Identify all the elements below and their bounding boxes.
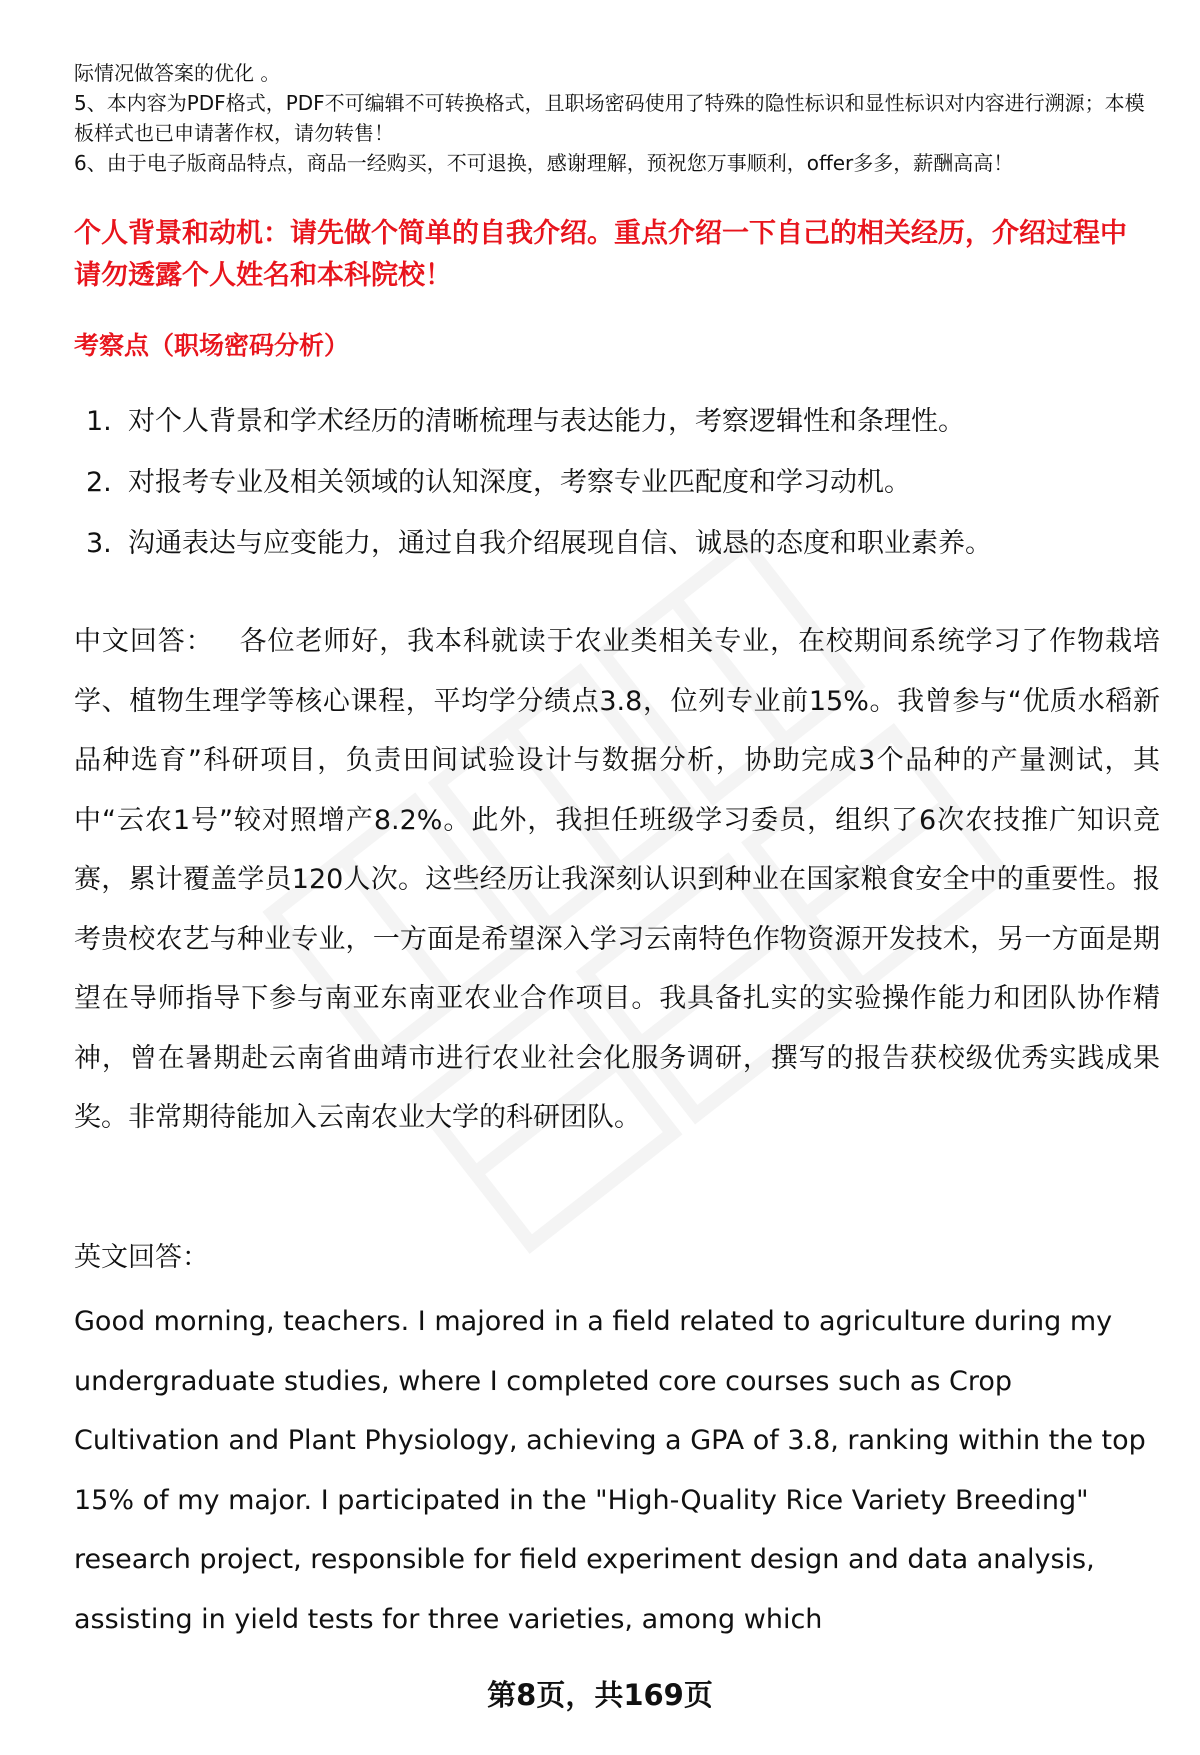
assessment-points-list bbox=[86, 404, 1146, 587]
list-item-text: 沟通表达与应变能力，通过自我介绍展现自信、诚恳的态度和职业素养。 bbox=[128, 528, 992, 559]
english-answer-label: 英文回答： bbox=[74, 1242, 209, 1273]
english-answer-text: Good morning, teachers. I majored in a field related to agriculture during my undergraduate studies, where I completed core courses such as Crop Cultivation and Plant Physiology, achieving a GPA of 3.8, ranking within the top 15% of my major. I participated in the "High-Quality Rice Variety Breeding" research project, responsible for field experiment design and data analysis, assisting in yield tests for three varieties, among which bbox=[74, 1306, 1146, 1635]
chinese-answer-label: 中文回答： bbox=[74, 626, 214, 657]
note-line: 6、由于电子版商品特点，商品一经购买，不可退换，感谢理解，预祝您万事顺利，offer多多，薪酬高高！ bbox=[74, 151, 1014, 175]
page-number-footer: 第8页，共169页 bbox=[487, 1678, 713, 1712]
list-item-number: 2. bbox=[86, 467, 112, 498]
list-item bbox=[86, 465, 1146, 526]
question-heading: 个人背景和动机：请先做个简单的自我介绍。重点介绍一下自己的相关经历，介绍过程中请勿透露个人姓名和本科院校！ bbox=[74, 218, 1127, 291]
chinese-answer bbox=[74, 612, 1160, 1148]
list-item-text: 对报考专业及相关领域的认知深度，考察专业匹配度和学习动机。 bbox=[128, 467, 911, 498]
list-item-number: 1. bbox=[86, 406, 112, 437]
list-item-number: 3. bbox=[86, 528, 112, 559]
note-line: 5、本内容为PDF格式，PDF不可编辑不可转换格式，且职场密码使用了特殊的隐性标识和显性标识对内容进行溯源；本模板样式也已申请著作权，请勿转售！ bbox=[74, 91, 1145, 145]
note-line: 际情况做答案的优化 。 bbox=[74, 61, 281, 85]
chinese-answer-text: 各位老师好，我本科就读于农业类相关专业，在校期间系统学习了作物栽培学、植物生理学等核心课程，平均学分绩点3.8，位列专业前15%。我曾参与“优质水稻新品种选育”科研项目，负责田间试验设计与数据分析，协助完成3个品种的产量测试，其中“云农1号”较对照增产8.2%。此外，我担任班级学习委员，组织了6次农技推广知识竞赛，累计覆盖学员120人次。这些经历让我深刻认识到种业在国家粮食安全中的重要性。报考贵校农艺与种业专业，一方面是希望深入学习云南特色作物资源开发技术，另一方面是期望在导师指导下参与南亚东南亚农业合作项目。我具备扎实的实验操作能力和团队协作精神，曾在暑期赴云南省曲靖市进行农业社会化服务调研，撰写的报告获校级优秀实践成果奖。非常期待能加入云南农业大学的科研团队。 bbox=[74, 626, 1161, 1133]
list-item bbox=[86, 404, 1146, 465]
assessment-title: 考察点（职场密码分析） bbox=[74, 331, 350, 360]
list-item-text: 对个人背景和学术经历的清晰梳理与表达能力，考察逻辑性和条理性。 bbox=[128, 406, 965, 437]
list-item bbox=[86, 526, 1146, 587]
notes-section bbox=[74, 58, 1154, 178]
